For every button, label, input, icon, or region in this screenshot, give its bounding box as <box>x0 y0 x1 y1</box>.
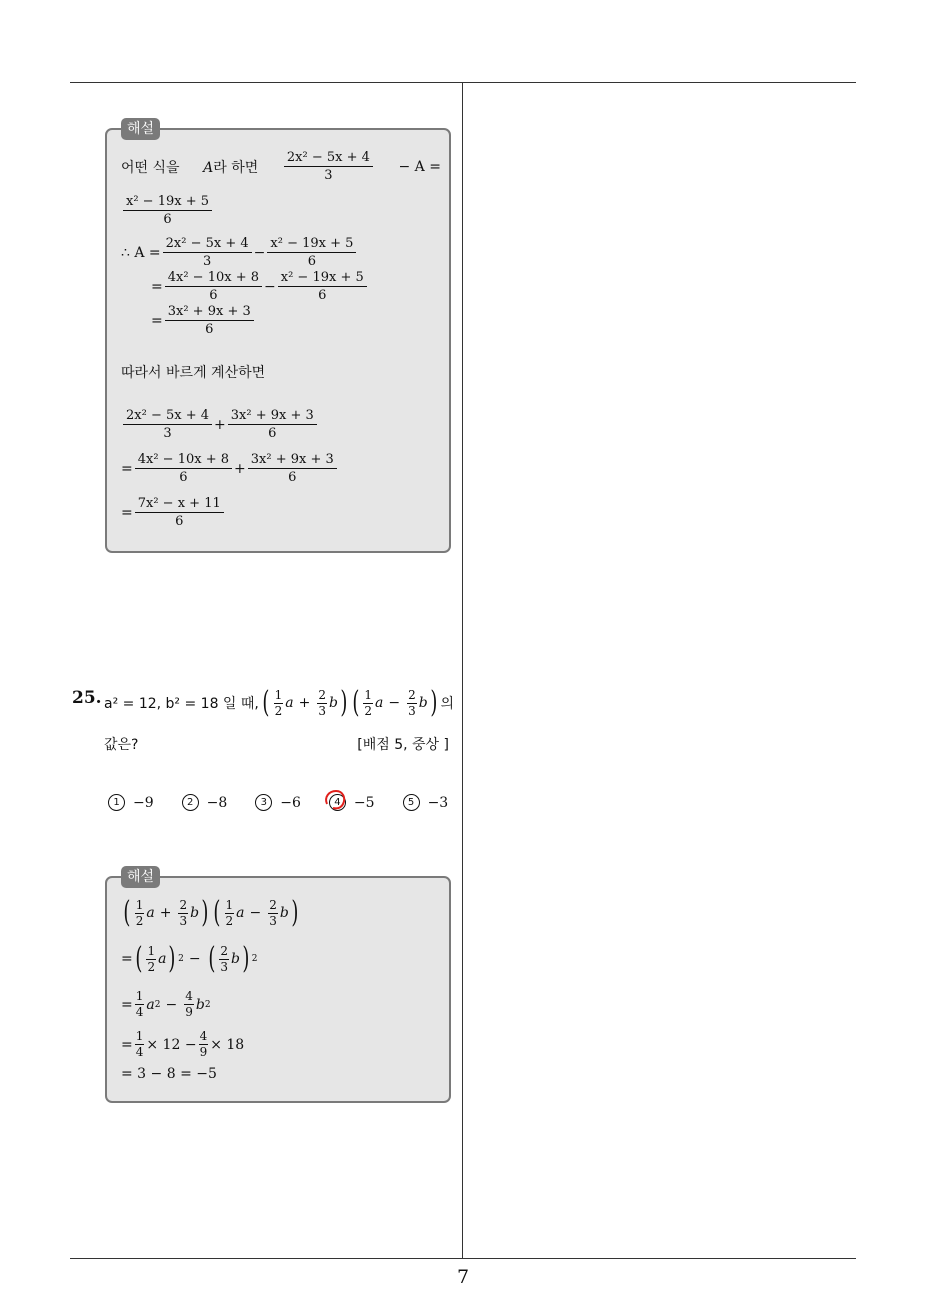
fraction: $\frac{\text{4x² − 10x + 8}}{6}$ <box>135 452 232 485</box>
solution2-line-5: = 3 − 8 = −5 <box>121 1066 217 1082</box>
page-number: 7 <box>456 1266 470 1288</box>
solution2-line-1: ( $\frac{1}{2}$ a + $\frac{2}{3}$ b ) ( $\frac{1}{2}$ a − $\frac{2}{3}$ b ) <box>123 895 299 930</box>
fraction: $\frac{\text{7x² − x + 11}}{6}$ <box>135 496 224 529</box>
choice-3[interactable]: 3 −6 <box>255 794 301 811</box>
solution-line-6: $\frac{\text{2x² − 5x + 4}}{3}$ + $\frac{\text{3x² + 9x + 3}}{6}$ <box>121 408 319 441</box>
bottom-rule <box>70 1258 856 1259</box>
solution-tag: 해설 <box>121 118 160 140</box>
solution-tag: 해설 <box>121 866 160 888</box>
fraction: $\frac{\text{2x² − 5x + 4}}{3}$ <box>284 150 373 183</box>
solution2-line-4: = $\frac{1}{4}$ × 12 − $\frac{4}{9}$ × 18 <box>121 1029 245 1059</box>
column-divider <box>462 83 463 1259</box>
question-number: 25. <box>72 688 102 708</box>
solution-line-1: 어떤 식을 A라 하면 $\frac{\text{2x² − 5x + 4}}{3}$ − A = <box>121 150 441 183</box>
top-rule <box>70 82 856 83</box>
fraction: $\frac{\text{4x² − 10x + 8}}{6}$ <box>165 270 262 303</box>
answer-mark-icon <box>323 788 347 812</box>
fraction: $\frac{\text{3x² + 9x + 3}}{6}$ <box>248 452 337 485</box>
points-label: [배점 5, 중상 ] <box>357 737 449 753</box>
solution-line-5: = $\frac{\text{3x² + 9x + 3}}{6}$ <box>151 304 256 337</box>
solution2-line-2: = ( $\frac{1}{2}$ a ) 2 − ( $\frac{2}{3}$ b ) 2 <box>121 941 258 976</box>
fraction: $\frac{\text{3x² + 9x + 3}}{6}$ <box>228 408 317 441</box>
solution2-line-3: = $\frac{1}{4}$ a 2 − $\frac{4}{9}$ b 2 <box>121 989 211 1019</box>
solution-line-3: ∴ A = $\frac{\text{2x² − 5x + 4}}{3}$ − $\frac{\text{x² − 19x + 5}}{6}$ <box>121 236 358 269</box>
fraction: $\frac{\text{2x² − 5x + 4}}{3}$ <box>163 236 252 269</box>
question-expression: ( $\frac{1}{2}$ a + $\frac{2}{3}$ b ) ( $\frac{1}{2}$ a − $\frac{2}{3}$ b ) <box>262 685 438 720</box>
choice-2[interactable]: 2 −8 <box>182 794 228 811</box>
solution-box-1 <box>105 121 451 553</box>
solution-line-7: = $\frac{\text{4x² − 10x + 8}}{6}$ + $\frac{\text{3x² + 9x + 3}}{6}$ <box>121 452 339 485</box>
fraction: $\frac{\text{x² − 19x + 5}}{6}$ <box>267 236 356 269</box>
answer-choices <box>108 794 476 811</box>
fraction: $\frac{\text{x² − 19x + 5}}{6}$ <box>123 194 212 227</box>
fraction: $\frac{\text{x² − 19x + 5}}{6}$ <box>278 270 367 303</box>
choice-4[interactable]: 4 −5 <box>329 794 375 811</box>
question-line-2: 값은? [배점 5, 중상 ] <box>104 734 449 754</box>
question-stem: a² = 12, b² = 18 일 때, ( $\frac{1}{2}$ a + $\frac{2}{3}$ b ) ( $\frac{1}{2}$ a − $\frac{2}{3}$ b ) 의 <box>104 685 454 720</box>
solution-line-8: = $\frac{\text{7x² − x + 11}}{6}$ <box>121 496 226 529</box>
fraction: $\frac{\text{3x² + 9x + 3}}{6}$ <box>165 304 254 337</box>
choice-1[interactable]: 1 −9 <box>108 794 154 811</box>
choice-5[interactable]: 5 −3 <box>403 794 449 811</box>
solution-text: 따라서 바르게 계산하면 <box>121 365 266 381</box>
fraction: $\frac{\text{2x² − 5x + 4}}{3}$ <box>123 408 212 441</box>
solution-line-4: = $\frac{\text{4x² − 10x + 8}}{6}$ − $\frac{\text{x² − 19x + 5}}{6}$ <box>151 270 369 303</box>
solution-box-2 <box>105 869 451 1103</box>
solution-line-2 <box>121 194 214 227</box>
